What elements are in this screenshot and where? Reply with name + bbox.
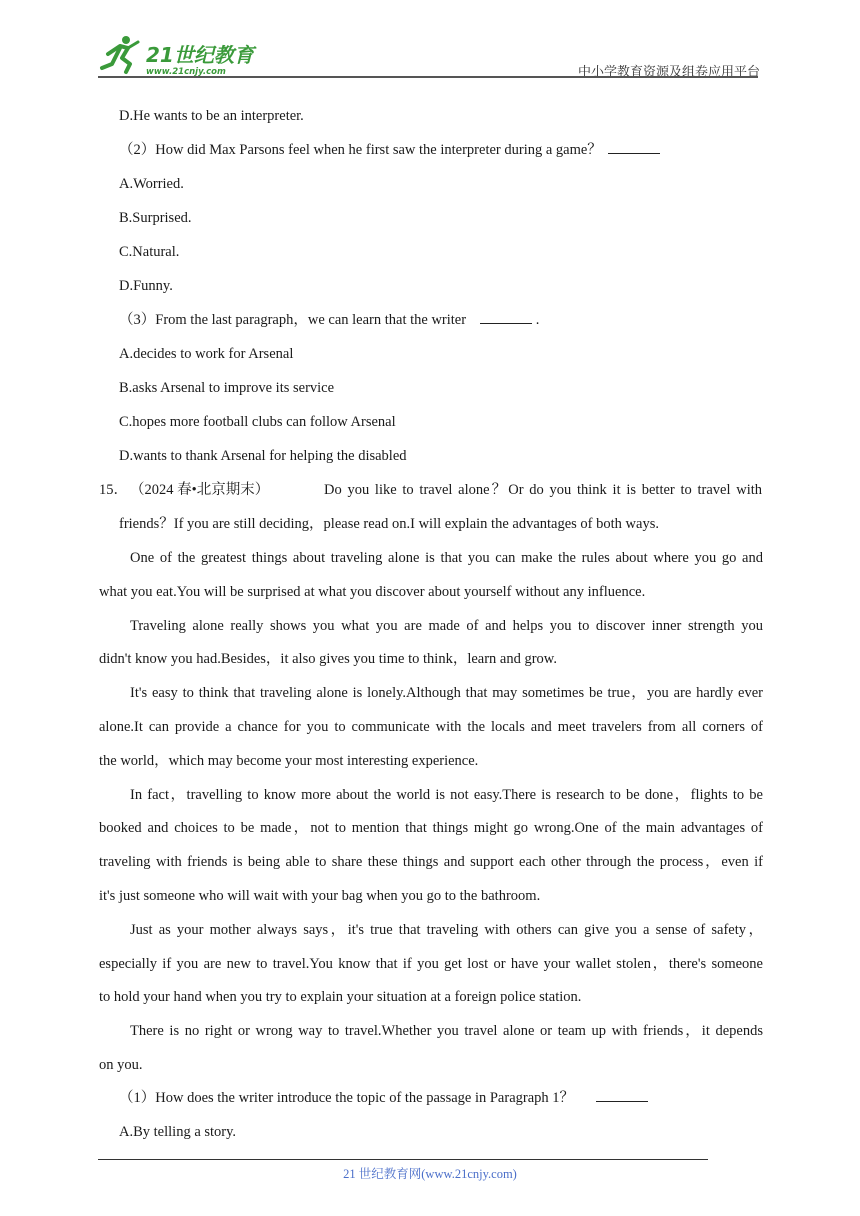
option-line: B.Surprised. <box>119 210 192 226</box>
passage-line: Just as your mother always says，it's true that traveling with others can give you a sense of safety， <box>130 922 763 938</box>
passage-line: alone.It can provide a chance for you to communicate with the locals and meet travelers from all corners of <box>99 719 763 735</box>
option-line: A.decides to work for Arsenal <box>119 346 294 362</box>
runner-icon <box>102 36 138 72</box>
option-line: D.Funny. <box>119 278 173 294</box>
question-line: （3）From the last paragraph，we can learn that the writer . <box>119 312 540 328</box>
option-line: D.He wants to be an interpreter. <box>119 108 304 124</box>
passage-line: It's easy to think that traveling alone is lonely.Although that may sometimes be true，you are hardly ever <box>130 685 763 701</box>
option-line: D.wants to thank Arsenal for helping the disabled <box>119 448 407 464</box>
logo-text: 21世纪教育 <box>146 43 254 67</box>
question-source: （2024 春•北京期末） <box>130 482 270 498</box>
option-line: C.Natural. <box>119 244 180 260</box>
header-platform-text: 中小学教育资源及组卷应用平台 <box>577 65 760 80</box>
option-line: B.asks Arsenal to improve its service <box>119 380 335 396</box>
passage-line: traveling with friends is being able to share these things and support each other through the process，even if <box>99 854 763 870</box>
question-line: （2）How did Max Parsons feel when he first saw the interpreter during a game？ <box>119 141 660 159</box>
passage-line: Traveling alone really shows you what you are made of and helps you to discover inner strength you <box>130 618 763 634</box>
passage-line: what you eat.You will be surprised at what you discover about yourself without any influence. <box>99 584 646 600</box>
logo-url: www.21cnjy.com <box>146 67 226 77</box>
passage-line: the world，which may become your most interesting experience. <box>99 753 479 769</box>
passage-line: One of the greatest things about traveling alone is that you can make the rules about where you go and <box>130 550 763 566</box>
passage-intro-line: friends？If you are still deciding，please read on.I will explain the advantages of both ways. <box>119 516 659 532</box>
answer-blank <box>596 1089 648 1102</box>
site-logo <box>98 34 268 78</box>
header-divider <box>98 76 758 78</box>
passage-line: on you. <box>99 1057 143 1073</box>
answer-blank <box>608 141 660 154</box>
passage-line: In fact，travelling to know more about the world is not easy.There is research to be done，flights to be <box>130 787 763 803</box>
question-number: 15． <box>99 482 128 498</box>
passage-line: it's just someone who will wait with your bag when you go to the bathroom. <box>99 888 541 904</box>
passage-line: booked and choices to be made，not to mention that things might go wrong.One of the main advantages of <box>99 820 763 836</box>
answer-blank <box>480 311 532 324</box>
passage-line: didn't know you had.Besides，it also gives you time to think，learn and grow. <box>99 651 557 667</box>
option-line: C.hopes more football clubs can follow Arsenal <box>119 414 396 430</box>
option-line: A.By telling a story. <box>119 1124 237 1140</box>
passage-intro-line: Do you like to travel alone？Or do you think it is better to travel with <box>324 482 762 498</box>
passage-line: especially if you are new to travel.You know that if you get lost or have your wallet stolen，there's someone <box>99 956 763 972</box>
passage-line: to hold your hand when you try to explain your situation at a foreign police station. <box>99 989 582 1005</box>
option-line: A.Worried. <box>119 176 184 192</box>
passage-line: There is no right or wrong way to travel.Whether you travel alone or team up with friends，it depends <box>130 1023 763 1039</box>
footer-divider <box>98 1159 708 1160</box>
page-header <box>98 34 760 78</box>
page-footer: 21 世纪教育网(www.21cnjy.com) <box>343 1167 517 1181</box>
question-line: （1）How does the writer introduce the topic of the passage in Paragraph 1？ <box>119 1089 648 1107</box>
